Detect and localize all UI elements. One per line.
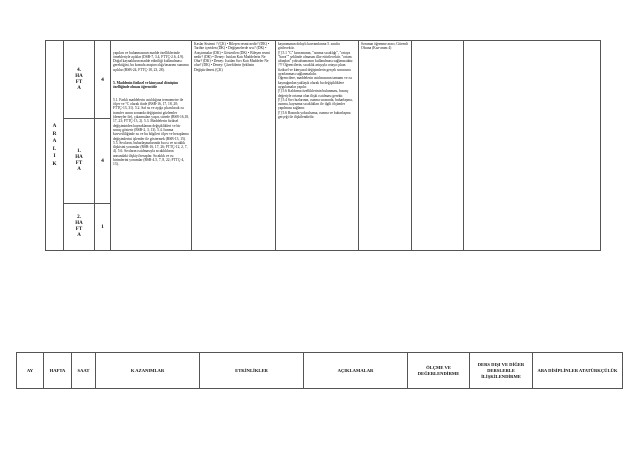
- hours-cell-2: 4: [95, 119, 111, 204]
- kazanimlar-subtitle: 5. Maddenin fiziksel ve kimyasal dönüşüm özelliğinde olması öğrencidir: [113, 80, 180, 89]
- hours-cell-3: 1: [95, 204, 111, 251]
- week-label: 2. HA FT A: [75, 215, 83, 238]
- kazanimlar-cell: [111, 41, 192, 251]
- olcme-cell: Sorunun öğrenme aracı; Güvenli Olsuna (Kaz-anım 4): [359, 41, 412, 251]
- week-cell-1: [64, 41, 95, 119]
- month-label: A R A L I K: [52, 123, 58, 167]
- header-hafta: HAFTA: [44, 353, 72, 389]
- header-aciklamalar: AÇIKLAMALAR: [304, 353, 408, 389]
- aciklamalar-cell: kaynamanın dolaylı kavramlarına 5. sınıfta girilecektir. [!] 5.1 "C" kavramının, "ısınma sıcaklığı", "ortaya "hava"" şeklinde olmasını ilke ettirilecektir. "ortam altından" yoksulsamasını kullanılması sağlanacaktır. ?!? Öğrencilerin, sıcaklık artışıyla ortaya çıkan fiziksel ve kimyasal değişimlerin gerçek sonucuna uyarlanması sağlanmalıdır. Öğrencilere, maddelerin ısıtılmasının tamamı ve ısı kaynağından yaklaşık olarak bu değişikliklere uygulamalar yapılır. [!] 5.6 Kaldırma özelliklerinin bulunması, basınç değeriyle ortama olan ilişki ısıtılması gerekir. [!] 5.4 Sıvı hızlarının, ısınma sırasında, buharlaşma, ısınma, kaynama sıcaklıkları ile ilgili ölçümler yapılması sağlanır. [!] 5.6 Basında yoksulsama, ısınma ve buharlaşma gerçeği ile ilişkilendirilir.: [276, 41, 359, 251]
- month-cell: [46, 41, 64, 251]
- kazanimlar-text-2: 5.1. Farklı maddelerin ısıtıldığına termometre ile ölçer ve °C olarak ifade (BSB-16, 17, 18, 20; FTTÇ-13, 31). 5.2. Saf su ve açığa çıkarılacak ısı transfer ısının sonunda değişimini gözlemler (deneyler ile), çıkarmaları yaşar, sürede (BSB-16,18, 17, 23; FTTÇ-13, 2). 5.3. Maddelerin fiziksel değişiminden kaynaklanan değişiklikleri ve bir sonuç gösterir (BSB-2, 3, 13). 5.4. Isınma kuvvetliliğinde ısı ve bu bilgileri ölçer ve hesaplama değişimlerini işlemler ile göstermek (BSB-13, 15). 5.5. Sıvıların, buharlaşmalarında bu ısı ve sıcaklık ilişkisini yorumlar (BSB-16, 17, 26; FTTÇ-12, 2, 7, 4). 5.6. Sıvıların ısıtılmasıyla sıcaklıkların arasındaki ilişkiyi hesaplar. Sıcaklık ve ısı birimlerini yorumlar (BSB-4.5, 7, 8, 22; FTTÇ-4, 13).: [113, 97, 190, 167]
- week-cell-2: [64, 119, 95, 204]
- header-saat: SAAT: [72, 353, 96, 389]
- header-olcme: ÖLÇME VE DEĞERLENDİRME: [408, 353, 470, 389]
- etkinlikler-cell: Kaslar Sistemi ? (ÇK) • Bileşen resmi nedir? (DK) • Tarihte içeriden (DK) • Değişmelerde sıvı? (DK) • Araştırmalar (DK) • Gösterilen (DK) • Bileşen resmi nedir? (DK) • Deney: Isıtılan Katı Maddelerin Ne Olur? (DK) • Deney: Isıtılan Sıvı Katı Maddeler Ne olur? (DK) • Deney: Çözeltilerin Şeklinin Değiştirilmesi (ÇK): [192, 41, 276, 251]
- ders-disi-cell: [412, 41, 464, 251]
- aba-cell: [464, 41, 601, 251]
- week-cell-3: [64, 204, 95, 251]
- week-label: 1. HA FT A: [75, 149, 83, 172]
- plan-table: [45, 40, 601, 251]
- header-aba: ABA DİSİPLİNLER ATATÜRKÇÜLÜK: [533, 353, 623, 389]
- header-ders-disi: DERS DIŞI VE DİĞER DERSLERLE İLİŞKİLENDİRME: [470, 353, 533, 389]
- header-table: [16, 352, 623, 389]
- kazanimlar-text-1: yapıları ve bulunmasının madde özelliklerinde örnekleriyle açıklar (DSB-7, 3.4, FTTÇ-2.6, 4.9). Doğal kaynakların madde ediniliği kullanılması gerektiğini, bu konuda araştırıcılığı/tasarımı sunumu açıklar (BSB-24, FTTÇ-18, 23, 28).: [113, 50, 190, 72]
- week-label: 4. HA FT A: [75, 67, 83, 91]
- header-ay: AY: [17, 353, 44, 389]
- hours-cell-1: 4: [95, 41, 111, 119]
- header-etkinlikler: ETKİNLİKLER: [200, 353, 304, 389]
- header-kazanimlar: K AZANIMLAR: [96, 353, 200, 389]
